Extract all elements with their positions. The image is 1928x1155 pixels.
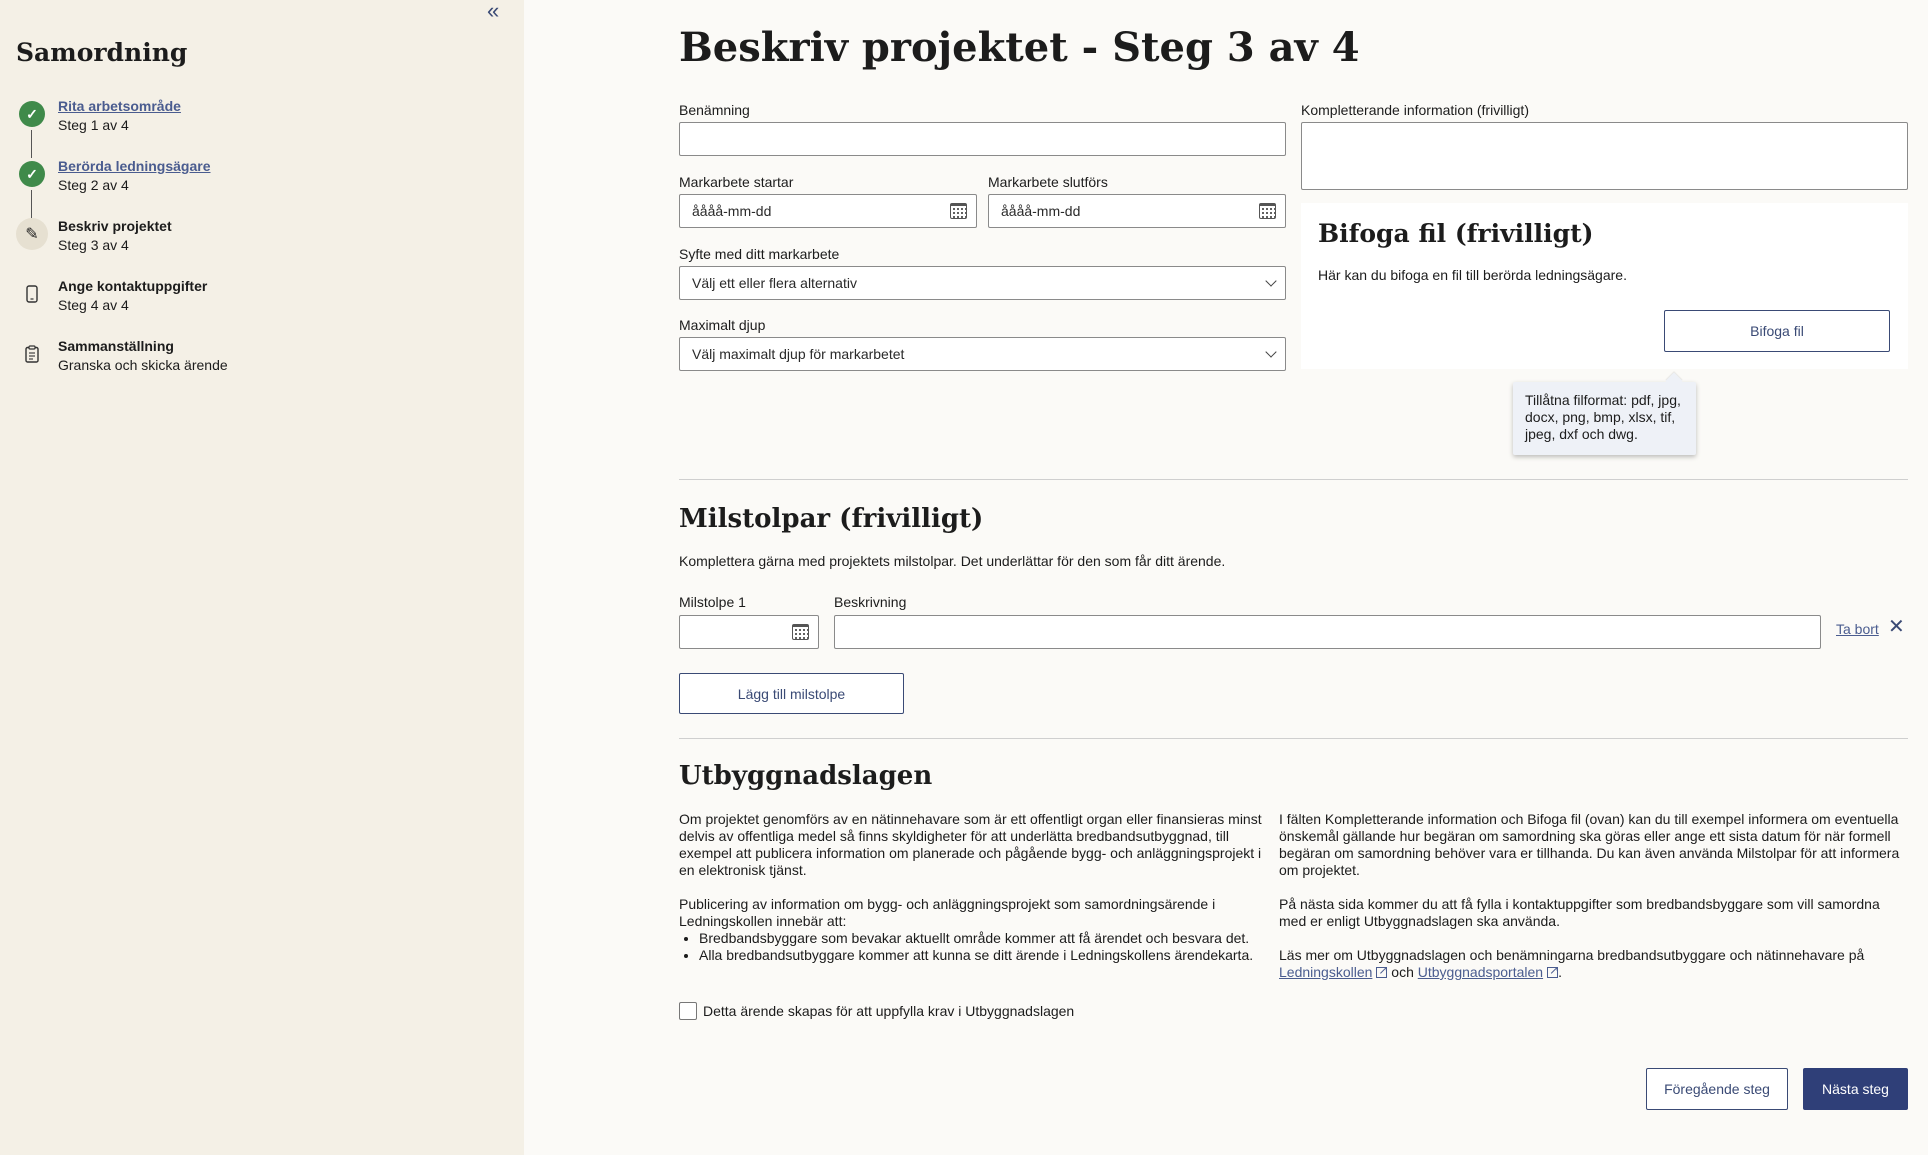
step-subtitle: Steg 4 av 4: [58, 297, 129, 313]
external-link-icon: [1376, 967, 1387, 978]
law-checkbox[interactable]: [679, 1002, 697, 1020]
extra-info-label: Kompletterande information (frivilligt): [1301, 102, 1529, 118]
step-connector: [31, 130, 32, 158]
attach-file-card: [1301, 203, 1908, 369]
purpose-label: Syfte med ditt markarbete: [679, 246, 840, 262]
name-input[interactable]: [679, 122, 1286, 156]
start-date-placeholder: åååå-mm-dd: [692, 203, 772, 219]
next-step-button[interactable]: Nästa steg: [1803, 1068, 1908, 1110]
name-label: Benämning: [679, 102, 750, 118]
close-icon[interactable]: ✕: [1888, 616, 1905, 638]
law-paragraph: Publicering av information om bygg- och anläggningsprojekt som samordningsärende i Ledningskollen innebär att:: [679, 896, 1216, 929]
end-date-label: Markarbete slutförs: [988, 174, 1108, 190]
law-bullet: • Alla bredbandsutbyggare kommer att kunna se ditt ärende i Ledningskollens ärendekarta.: [699, 947, 1276, 964]
pencil-icon: ✎: [16, 218, 48, 250]
add-milestone-button[interactable]: Lägg till milstolpe: [679, 673, 904, 714]
double-chevron-left-icon[interactable]: «: [487, 0, 500, 23]
law-checkbox-label[interactable]: Detta ärende skapas för att uppfylla krav i Utbyggnadslagen: [703, 1003, 1075, 1019]
file-format-tooltip: Tillåtna filformat: pdf, jpg, docx, png, bmp, xlsx, tif, jpeg, dxf och dwg.: [1513, 382, 1696, 455]
step-connector: [31, 190, 32, 218]
law-paragraph: I fälten Kompletterande information och Bifoga fil (ovan) kan du till exempel informera om eventuella önskemål gällande hur begäran om samordning ska göras eller ange ett sista datum för när formell begäran om samordning behöver vara er tillhanda. Du kan även använda Milstolpar för att informera om projektet.: [1279, 811, 1900, 878]
sidebar-step-4: [16, 278, 496, 322]
step-title[interactable]: Berörda ledningsägare: [58, 158, 211, 174]
law-bullet: • Bredbandsbyggare som bevakar aktuellt område kommer att få ärendet och besvara det.: [699, 930, 1276, 947]
attach-file-button[interactable]: Bifoga fil: [1664, 310, 1890, 352]
attach-description: Här kan du bifoga en fil till berörda ledningsägare.: [1318, 267, 1627, 283]
step-subtitle: Steg 2 av 4: [58, 177, 129, 193]
milestone-label: Milstolpe 1: [679, 594, 746, 610]
law-paragraph: På nästa sida kommer du att få fylla i kontaktuppgifter som bredbandsbyggare som vill samordna med er enligt Utbyggnadslagen ska använda.: [1279, 896, 1880, 929]
calendar-icon[interactable]: [950, 203, 967, 219]
purpose-value: Välj ett eller flera alternativ: [692, 275, 857, 291]
page-title: Beskriv projektet - Steg 3 av 4: [679, 24, 1360, 71]
sidebar-step-3: [16, 218, 496, 262]
period-text: .: [1558, 964, 1562, 980]
law-left-column: [679, 811, 1276, 964]
law-read-more: Läs mer om Utbyggnadslagen och benämningarna bredbandsutbyggare och nätinnehavare på: [1279, 947, 1865, 963]
check-icon: ✓: [19, 101, 45, 127]
step-title: Ange kontaktuppgifter: [58, 278, 208, 294]
attach-title: Bifoga fil (frivilligt): [1318, 219, 1594, 248]
external-link-icon: [1547, 967, 1558, 978]
ledningskollen-link[interactable]: Ledningskollen: [1279, 964, 1373, 980]
clipboard-icon: [19, 341, 45, 367]
start-date-label: Markarbete startar: [679, 174, 794, 190]
divider: [679, 479, 1908, 480]
step-subtitle: Steg 3 av 4: [58, 237, 129, 253]
depth-select[interactable]: [679, 337, 1286, 371]
start-date-input[interactable]: [679, 194, 977, 228]
law-paragraph: Om projektet genomförs av en nätinnehavare som är ett offentligt organ eller finansieras minst delvis av offentliga medel så finns skyldigheter för att underlätta bredbandsutbyggnad, till exempel att publicera information om planerade och pågående bygg- och anläggningsprojekt i en elektronisk tjänst.: [679, 811, 1262, 878]
sidebar-title: Samordning: [16, 38, 188, 67]
sidebar-step-2[interactable]: [16, 158, 496, 202]
end-date-input[interactable]: [988, 194, 1286, 228]
law-right-column: [1279, 811, 1908, 981]
phone-icon: [19, 281, 45, 307]
calendar-icon[interactable]: [792, 624, 809, 640]
and-text: och: [1391, 964, 1414, 980]
sidebar-step-5: [16, 338, 496, 382]
chevron-down-icon: [1265, 275, 1276, 286]
step-title[interactable]: Rita arbetsområde: [58, 98, 181, 114]
step-subtitle: Steg 1 av 4: [58, 117, 129, 133]
depth-label: Maximalt djup: [679, 317, 766, 333]
extra-info-textarea[interactable]: [1301, 122, 1908, 190]
remove-milestone-link[interactable]: Ta bort: [1836, 621, 1879, 637]
end-date-placeholder: åååå-mm-dd: [1001, 203, 1081, 219]
milestone-description-label: Beskrivning: [834, 594, 907, 610]
step-title: Beskriv projektet: [58, 218, 172, 234]
depth-value: Välj maximalt djup för markarbetet: [692, 346, 905, 362]
divider: [679, 738, 1908, 739]
milestones-title: Milstolpar (frivilligt): [679, 504, 984, 534]
sidebar: [0, 0, 524, 1155]
milestones-description: Komplettera gärna med projektets milstolpar. Det underlättar för den som får ditt ärende.: [679, 553, 1226, 569]
step-subtitle: Granska och skicka ärende: [58, 357, 228, 373]
chevron-down-icon: [1265, 346, 1276, 357]
milestone-date-input[interactable]: [679, 615, 819, 649]
law-title: Utbyggnadslagen: [679, 761, 933, 791]
sidebar-step-1[interactable]: [16, 98, 496, 142]
utbyggnadsportalen-link[interactable]: Utbyggnadsportalen: [1417, 964, 1544, 980]
step-title: Sammanställning: [58, 338, 174, 354]
law-paragraph: [1279, 947, 1908, 981]
previous-step-button[interactable]: Föregående steg: [1646, 1068, 1788, 1110]
milestone-description-input[interactable]: [834, 615, 1821, 649]
check-icon: ✓: [19, 161, 45, 187]
purpose-select[interactable]: [679, 266, 1286, 300]
calendar-icon[interactable]: [1259, 203, 1276, 219]
